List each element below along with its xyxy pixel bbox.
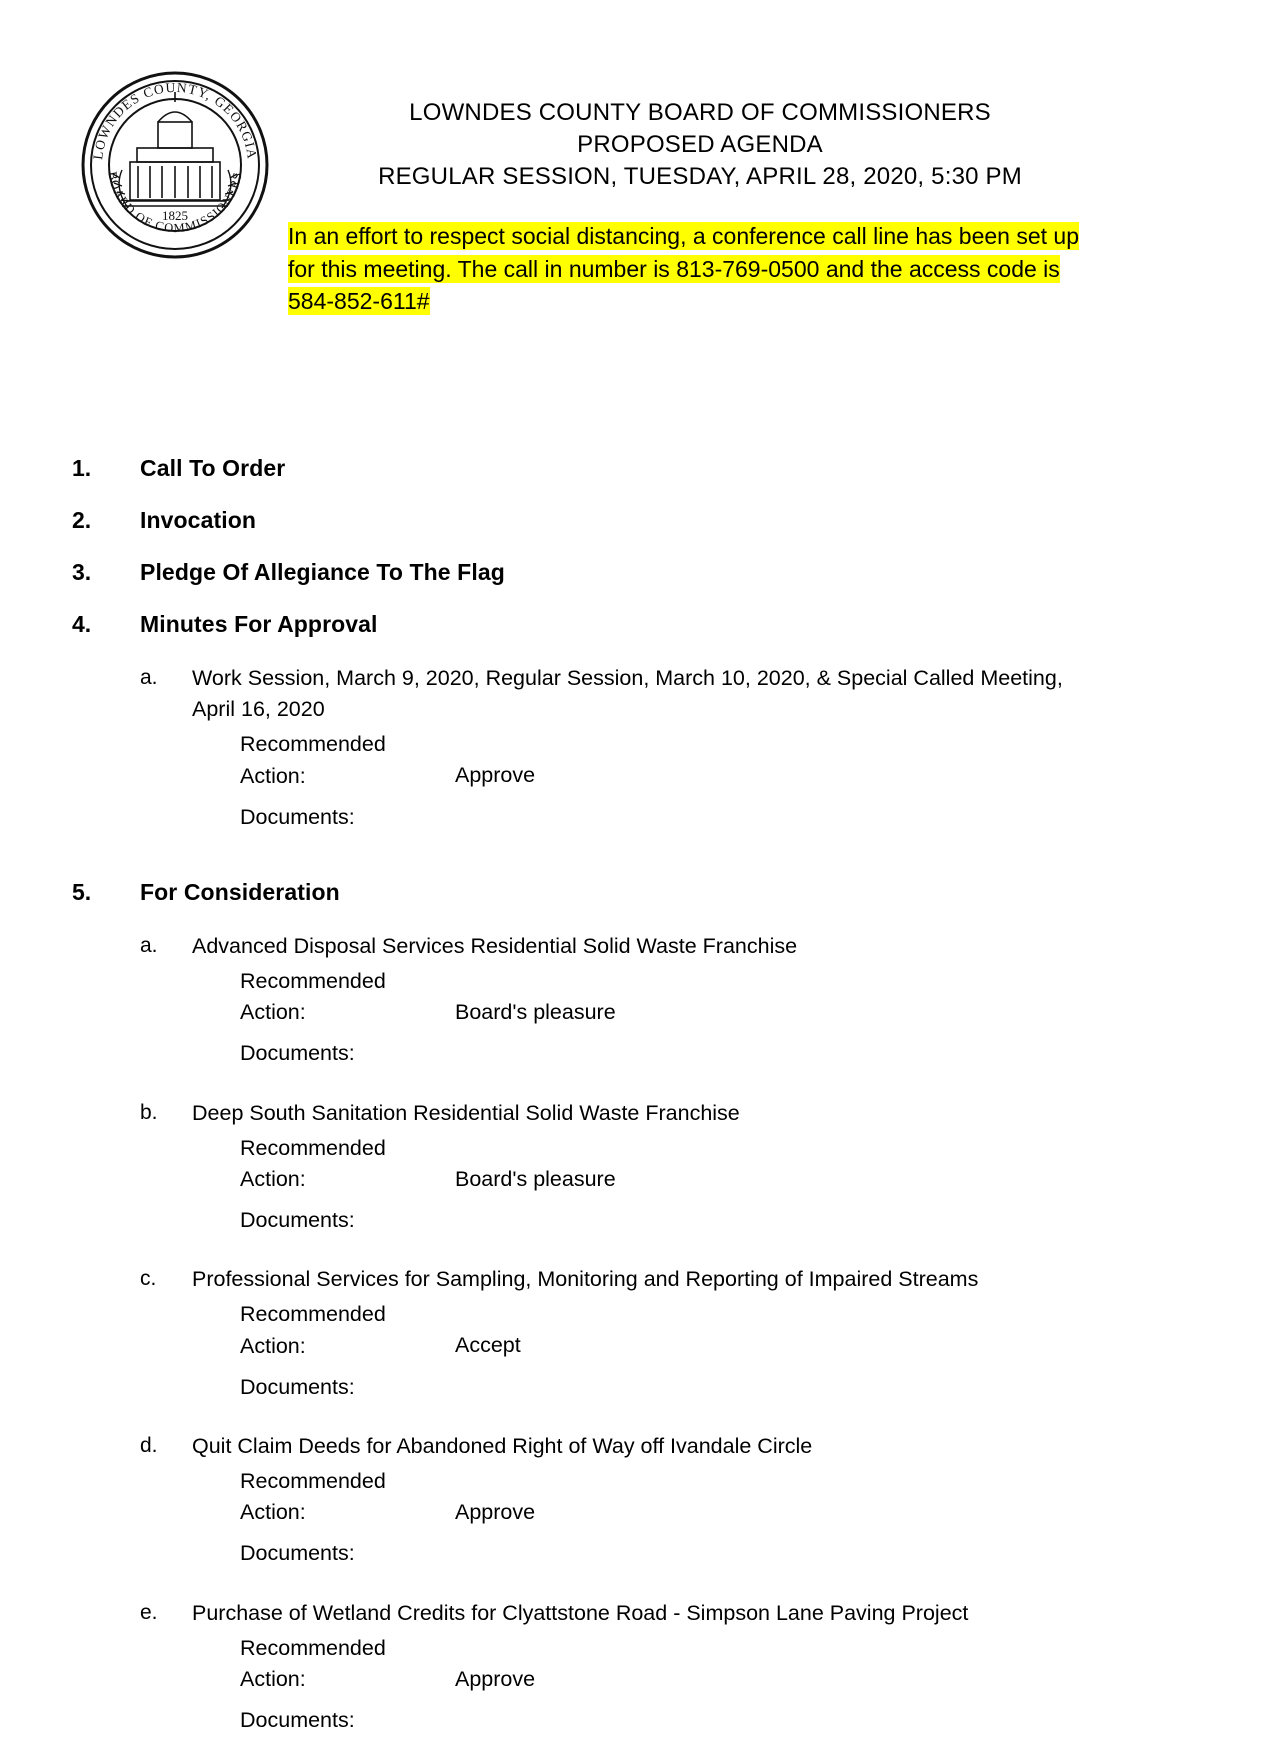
svg-text:LOWNDES COUNTY, GEORGIA: LOWNDES COUNTY, GEORGIA <box>90 79 260 161</box>
subitem-title: Professional Services for Sampling, Monitoring and Reporting of Impaired Streams <box>192 1267 979 1292</box>
subitem-title: Quit Claim Deeds for Abandoned Right of Way off Ivandale Circle <box>192 1433 813 1458</box>
subitem-action <box>192 1633 1275 1695</box>
list-item <box>0 931 1275 1070</box>
subitem-action <box>192 966 1275 1028</box>
agenda-list <box>0 455 1275 1764</box>
title-line-2: PROPOSED AGENDA <box>577 130 823 158</box>
title-line-3: REGULAR SESSION, TUESDAY, APRIL 28, 2020, 5:30 PM <box>378 162 1022 190</box>
agenda-item-label: Pledge Of Allegiance To The Flag <box>140 559 505 585</box>
county-seal-icon <box>80 70 270 260</box>
subitem-title: Work Session, March 9, 2020, Regular Session, March 10, 2020, & Special Called Meeting, April 16, 2020 <box>192 666 1063 722</box>
subitem-action-label: Recommended Action: <box>240 1635 386 1691</box>
subitem-title: Purchase of Wetland Credits for Clyattstone Road - Simpson Lane Paving Project <box>192 1600 969 1625</box>
subitem-action <box>192 1133 1275 1195</box>
subitem-letter: c. <box>140 1267 157 1291</box>
subitem-title: Deep South Sanitation Residential Solid Waste Franchise <box>192 1100 740 1125</box>
subitem-letter: b. <box>140 1100 158 1124</box>
svg-text:BOARD OF COMMISSIONERS: BOARD OF COMMISSIONERS <box>105 170 245 236</box>
agenda-subitem-list <box>0 663 1275 833</box>
agenda-item <box>0 879 1275 905</box>
list-item <box>0 1264 1275 1403</box>
conference-call-notice <box>288 220 1100 318</box>
agenda-item <box>0 455 1275 481</box>
subitem-action-value: Board's pleasure <box>455 1000 616 1025</box>
agenda-item <box>0 611 1275 637</box>
subitem-documents-label: Documents: <box>240 1541 355 1566</box>
agenda-item <box>0 507 1275 533</box>
subitem-action <box>192 729 1275 791</box>
agenda-item-label: Call To Order <box>140 455 286 481</box>
subitem-documents-label: Documents: <box>240 1708 355 1733</box>
list-item <box>0 1598 1275 1737</box>
agenda-subitem-list <box>0 931 1275 1736</box>
subitem-letter: a. <box>140 666 158 689</box>
agenda-item-number: 5. <box>72 878 92 905</box>
document-header <box>0 62 1275 322</box>
list-item <box>0 1098 1275 1237</box>
page-title <box>290 97 1110 193</box>
agenda-item-label: For Consideration <box>140 878 340 905</box>
subitem-action-label: Recommended Action: <box>240 1302 386 1358</box>
subitem-action-value: Approve <box>455 1666 536 1691</box>
subitem-action <box>192 1466 1275 1528</box>
agenda-item-label: Minutes For Approval <box>140 611 378 637</box>
subitem-action-value: Approve <box>455 763 536 788</box>
subitem-action-label: Recommended Action: <box>240 1469 386 1525</box>
agenda-item-number: 2. <box>72 507 92 533</box>
subitem-action-label: Recommended Action: <box>240 732 386 788</box>
list-item <box>0 1431 1275 1570</box>
subitem-documents-label: Documents: <box>240 1208 355 1233</box>
subitem-title: Advanced Disposal Services Residential Solid Waste Franchise <box>192 933 798 958</box>
agenda-item-number: 4. <box>72 611 92 637</box>
subitem-action <box>192 1299 1275 1361</box>
subitem-documents-label: Documents: <box>240 1041 355 1066</box>
agenda-item-number: 3. <box>72 559 92 585</box>
svg-text:1825: 1825 <box>162 208 188 223</box>
subitem-letter: d. <box>140 1433 158 1457</box>
subitem-action-value: Approve <box>455 1500 536 1525</box>
list-item <box>0 663 1275 833</box>
agenda-item <box>0 559 1275 585</box>
subitem-action-value: Accept <box>455 1333 521 1358</box>
subitem-documents-label: Documents: <box>240 1374 355 1399</box>
subitem-action-label: Recommended Action: <box>240 1135 386 1191</box>
agenda-item-number: 1. <box>72 455 92 481</box>
agenda-item-label: Invocation <box>140 507 257 533</box>
subitem-action-label: Recommended Action: <box>240 969 386 1025</box>
conference-call-notice-text: In an effort to respect social distancing, a conference call line has been set up for this meeting. The call in number is 813-769-0500 and the access code is 584-852-611# <box>288 223 1080 315</box>
subitem-letter: e. <box>140 1600 158 1624</box>
subitem-letter: a. <box>140 933 158 957</box>
subitem-action-value: Board's pleasure <box>455 1166 616 1191</box>
title-line-1: LOWNDES COUNTY BOARD OF COMMISSIONERS <box>409 99 991 126</box>
subitem-documents-label: Documents: <box>240 804 355 829</box>
